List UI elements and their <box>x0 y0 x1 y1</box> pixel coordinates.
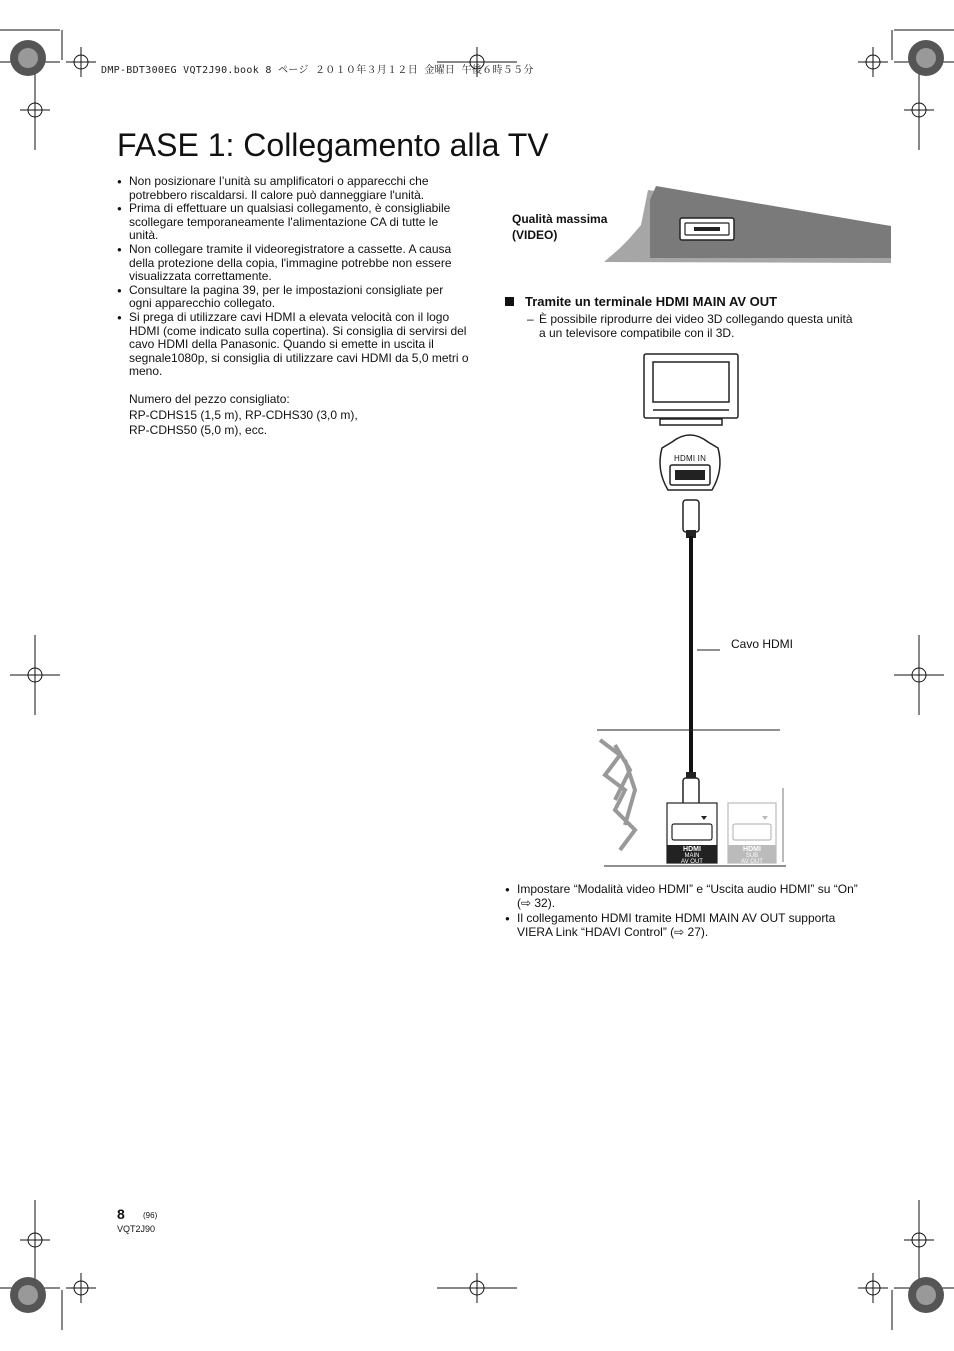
dash-marker: – <box>527 312 534 326</box>
hdmi-logo: HDMI <box>683 846 701 853</box>
print-header: DMP-BDT300EG VQT2J90.book 8 ページ ２０１０年３月１２日 金曜日 午後６時５５分 <box>101 65 534 76</box>
part-numbers-line: RP-CDHS50 (5,0 m), ecc. <box>129 423 268 438</box>
hdmi-logo: HDMI <box>743 846 761 853</box>
list-item: ● Impostare “Modalità video HDMI” e “Uscita audio HDMI” su “On” (⇨ 32). <box>505 883 865 910</box>
square-bullet-icon <box>505 297 514 306</box>
hdmi-cable <box>683 500 720 808</box>
quality-banner <box>604 186 891 263</box>
port-main-label <box>667 846 717 865</box>
section-heading <box>505 294 777 309</box>
list-item: ● Si prega di utilizzare cavi HDMI a elevata velocità con il logo HDMI (come indicato sulla copertina). Si consiglia di servirsi del cavo HDMI della Panasonic. Quando si emette in uscita il segnale1080p, si consiglia di utilizzare cavi HDMI da 5,0 metri o meno. <box>117 311 469 379</box>
page-number: 8 <box>117 1206 125 1222</box>
section-description <box>527 313 857 340</box>
section-text: È possibile riprodurre dei video 3D collegando questa unità a un televisore compatibile con il 3D. <box>539 312 853 340</box>
cable-label: Cavo HDMI <box>731 637 794 651</box>
part-number-label: Numero del pezzo consigliato: <box>129 391 290 406</box>
list-item: ● Prima di effettuare un qualsiasi collegamento, è consigliabile scollegare temporaneamente l'alimentazione CA di tutte le unità. <box>117 202 469 243</box>
port-label-line: SUB <box>745 853 759 859</box>
port-label-line: AV OUT <box>741 859 763 865</box>
document-code: VQT2J90 <box>117 1224 156 1234</box>
precautions-list <box>117 175 469 379</box>
list-item: ● Il collegamento HDMI tramite HDMI MAIN AV OUT supporta VIERA Link “HDAVI Control” (⇨ 27). <box>505 912 865 939</box>
left-column <box>117 175 469 438</box>
quality-line: Qualità massima <box>512 212 608 226</box>
notes-list <box>505 883 865 939</box>
list-item: ● Consultare la pagina 39, per le impostazioni consigliate per ogni apparecchio collegato. <box>117 284 469 311</box>
notes-section <box>505 883 865 941</box>
port-label-line: AV OUT <box>681 859 703 865</box>
hdmi-in-label: HDMI IN <box>674 454 707 463</box>
page-title: FASE 1: Collegamento alla TV <box>117 127 549 163</box>
list-item: ● Non posizionare l’unità su amplificatori o apparecchi che potrebbero riscaldarsi. Il calore può danneggiare l'unità. <box>117 175 469 202</box>
port-sub-label <box>728 846 776 865</box>
port-label-line: MAIN <box>684 853 700 859</box>
section-heading-text: Tramite un terminale HDMI MAIN AV OUT <box>525 294 778 309</box>
part-numbers-line: RP-CDHS15 (1,5 m), RP-CDHS30 (3,0 m), <box>129 407 358 422</box>
quality-label <box>512 212 607 243</box>
page-sub-number: (96) <box>143 1211 158 1220</box>
quality-line: (VIDEO) <box>512 227 558 242</box>
list-item: ● Non collegare tramite il videoregistratore a cassette. A causa della protezione della copia, l'immagine potrebbe non essere visualizzata correttamente. <box>117 243 469 284</box>
tv-illustration <box>644 354 738 425</box>
